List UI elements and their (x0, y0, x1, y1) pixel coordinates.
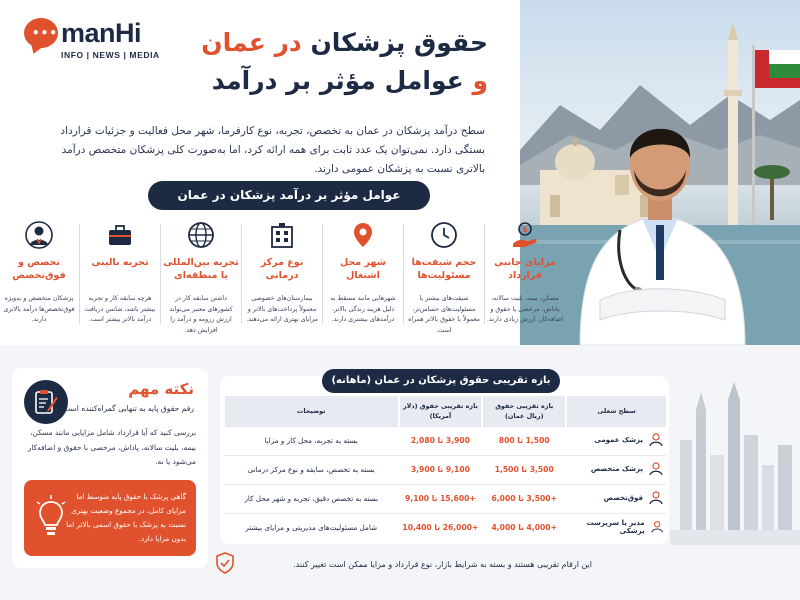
divider (241, 224, 242, 324)
city-skyline-illustration (670, 380, 800, 545)
warning-box (24, 480, 196, 556)
factor-cards (3, 216, 566, 336)
column-header: توضیحات (224, 396, 399, 426)
title-line1-prefix: حقوق پزشکان (310, 28, 488, 57)
title-line1-accent: در عمان (201, 28, 302, 57)
factor-desc: هرچه سابقه کار و تجربه بیشتر باشد، شانس دریافت درآمد بالاتر بیشتر است. (84, 295, 156, 323)
doctor-icon (649, 462, 663, 476)
usd-cell: +15,600 تا 9,100 (399, 484, 483, 513)
factor-desc: مسکن، بیمه، بلیت سالانه، پاداش، مرخصی یا حقوق و اضافه‌کار، ارزش زیادی دارند. (486, 295, 563, 323)
divider (403, 224, 404, 324)
factor-title: نوع مرکز درمانی (260, 257, 304, 281)
factor-desc: پزشکان متخصص و به‌ویژه فوق‌تخصص‌ها درآمد بالاتری دارند. (3, 295, 75, 323)
factor-card-specialty (0, 216, 78, 332)
factor-card-experience (81, 216, 159, 332)
column-header: بازه تقریبی حقوق (ریال عمان) (482, 396, 566, 426)
doctor-icon (24, 220, 54, 250)
note-body: بررسی کنید که آیا قرارداد شامل مزایایی مانند مسکن، بیمه، بلیت سالانه، پاداش، مرخصی با حقوق و اضافه‌کار می‌شود یا نه. (27, 428, 196, 466)
divider (160, 224, 161, 324)
table-row (224, 513, 666, 542)
column-header: بازه تقریبی حقوق (دلار آمریکا) (399, 396, 483, 426)
omr-cell: +4,000 تا 4,000 (482, 513, 566, 542)
location-pin-icon (348, 220, 378, 250)
role-cell: پزشک متخصص (566, 455, 666, 484)
table-row (224, 484, 666, 513)
desc-cell: بسته به تجربه، محل کار و مزایا (224, 426, 399, 455)
brand-tagline: INFO | NEWS | MEDIA (61, 50, 160, 60)
clock-icon (429, 220, 459, 250)
hospital-building-icon (267, 220, 297, 250)
factor-card-center-type (243, 216, 321, 332)
factor-title: تجربه بین‌المللی یا منطقه‌ای (163, 257, 239, 281)
role-cell: مدیر یا سرپرست پزشکی (566, 513, 666, 542)
hand-coin-icon (510, 220, 540, 250)
desc-cell: بسته به تخصص، سابقه و نوع مرکز درمانی (224, 455, 399, 484)
note-title: نکته مهم (128, 380, 194, 398)
warning-text: گاهی پزشک با حقوق پایه متوسط اما مزایای کامل، در مجموع وضعیت بهتری نسبت به پزشک با حقوق اسمی بالاتر اما بدون مزایا دارد. (66, 492, 186, 543)
svg-text:$: $ (522, 225, 528, 234)
table-row (224, 455, 666, 484)
salary-table-card (220, 376, 669, 544)
table-row (224, 426, 666, 455)
intro-paragraph: سطح درآمد پزشکان در عمان به تخصص، تجربه، نوع کارفرما، شهر محل فعالیت و جزئیات قرارداد بستگی دارد. نمی‌توان یک عدد ثابت برای همه ارائه کرد، اما به‌صورت کلی پزشکان متخصص درآمد بالاتری نسبت به پزشکان عمومی دارند. (60, 125, 485, 175)
factor-card-international (162, 216, 240, 332)
doctor-icon (649, 433, 663, 447)
doctor-icon (651, 520, 663, 534)
factor-desc: شیفت‌های بیشتر یا مسئولیت‌های حساس‌تر، معمولاً با حقوق بالاتر همراه است. (408, 295, 480, 334)
desc-cell: شامل مسئولیت‌های مدیریتی و مزایای بیشتر (224, 513, 399, 542)
brand-logo[interactable] (24, 18, 164, 58)
usd-cell: +26,000 تا 10,400 (399, 513, 483, 542)
omr-cell: 3,500 تا 1,500 (482, 455, 566, 484)
footer-disclaimer: این ارقام تقریبی هستند و بسته به شرایط بازار، نوع قرارداد و مزایا ممکن است تغییر کنند. (293, 560, 592, 569)
title-line2-rest: عوامل مؤثر بر درآمد (211, 66, 464, 95)
role-cell: پزشک عمومی (566, 426, 666, 455)
divider (484, 224, 485, 324)
title-line2-accent: و (472, 66, 488, 95)
usd-cell: 9,100 تا 3,900 (399, 455, 483, 484)
factor-card-benefits (486, 216, 564, 332)
salary-table (223, 396, 666, 542)
salary-heading: بازه تقریبی حقوق پزشکان در عمان (ماهانه) (322, 369, 560, 393)
omr-cell: +3,500 تا 6,000 (482, 484, 566, 513)
note-subtitle: رقم حقوق پایه به تنهایی گمراه‌کننده است. (60, 404, 194, 413)
factor-desc: داشتن سابقه کار در کشورهای معتبر می‌تواند ارزش رزومه و درآمد را افزایش دهد. (169, 295, 233, 334)
brand-name: manHi (61, 18, 142, 48)
role-cell: فوق‌تخصص (566, 484, 666, 513)
clipboard-pen-icon (24, 380, 68, 424)
doctor-icon (649, 491, 663, 505)
factor-card-shifts (405, 216, 483, 332)
table-header-row (224, 396, 666, 426)
factor-title: تجربه بالینی (91, 257, 149, 268)
factor-title: تخصص و فوق‌تخصص (12, 257, 66, 281)
factor-title: حجم شیفت‌ها مسئولیت‌ها (411, 257, 477, 281)
usd-cell: 3,900 تا 2,080 (399, 426, 483, 455)
factor-desc: شهرهایی مانند مسقط به دلیل هزینه زندگی بالاتر، درآمدهای بیشتری دارند. (330, 295, 396, 323)
factor-title: شهر محل اشتغال (339, 257, 387, 281)
divider (322, 224, 323, 324)
column-header: سطح شغلی (566, 396, 666, 426)
briefcase-icon (105, 220, 135, 250)
page-title (148, 24, 488, 100)
globe-icon (186, 220, 216, 250)
desc-cell: بسته به تخصص دقیق، تجربه و شهر محل کار (224, 484, 399, 513)
factors-heading: عوامل مؤثر بر درآمد پزشکان در عمان (148, 181, 430, 210)
factor-card-city (324, 216, 402, 332)
divider (79, 224, 80, 324)
factor-title: مزایای جانبی قرارداد (494, 257, 556, 281)
factor-desc: بیمارستان‌های خصوصی معمولاً پرداخت‌های بالاتر و مزایای بهتری ارائه می‌دهند. (246, 295, 318, 323)
chat-bubble-icon: ••• (24, 18, 58, 48)
omr-cell: 1,500 تا 800 (482, 426, 566, 455)
